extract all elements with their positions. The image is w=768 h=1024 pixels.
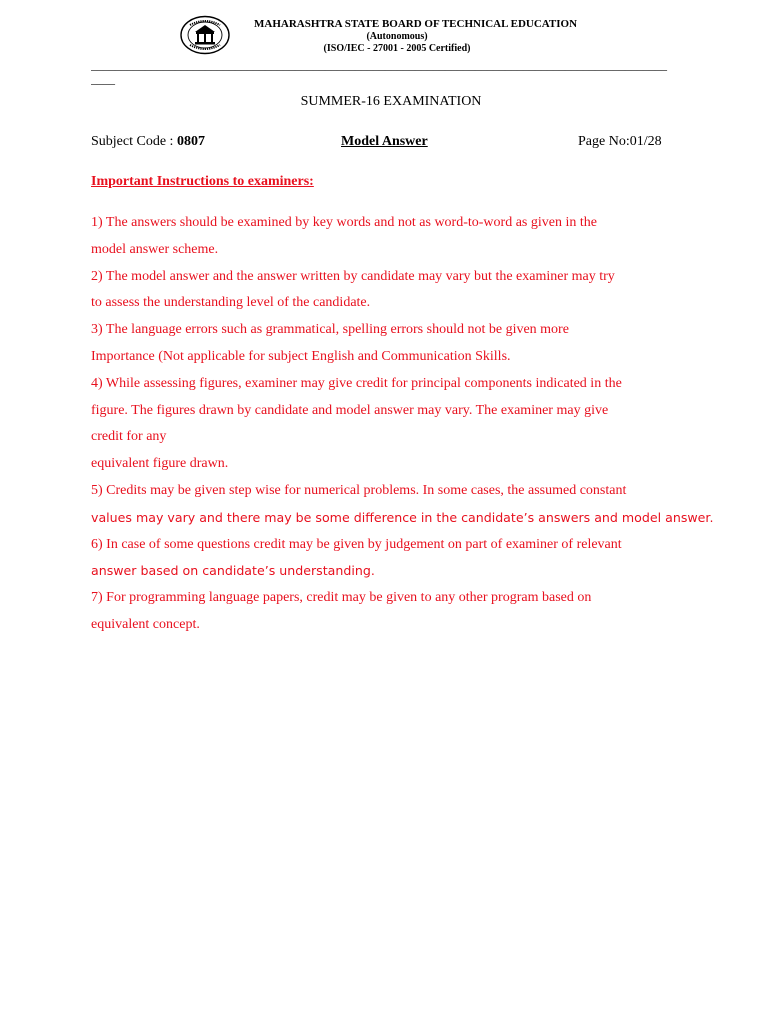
instruction-line: 4) While assessing figures, examiner may give credit for principal components indicated in the: [91, 375, 622, 391]
instruction-line: 6) In case of some questions credit may be given by judgement on part of examiner of relevant: [91, 536, 622, 552]
instruction-line: credit for any: [91, 429, 167, 445]
instruction-line: values may vary and there may be some difference in the candidate’s answers and model answer.: [91, 509, 714, 525]
instruction-line: Importance (Not applicable for subject English and Communication Skills.: [91, 348, 511, 364]
instruction-line: to assess the understanding level of the candidate.: [91, 295, 371, 311]
instruction-line: 2) The model answer and the answer written by candidate may vary but the examiner may try: [91, 268, 615, 284]
subject-code-value: 0807: [176, 134, 205, 149]
instruction-line: 5) Credits may be given step wise for numerical problems. In some cases, the assumed constant: [91, 482, 627, 498]
board-name: MAHARASHTRA STATE BOARD OF TECHNICAL EDUCATION: [254, 18, 578, 30]
instruction-line: 7) For programming language papers, credit may be given to any other program based on: [91, 590, 592, 606]
exam-title: SUMMER-16 EXAMINATION: [300, 94, 482, 109]
subject-code-label: Subject Code :: [91, 134, 177, 149]
instruction-line: figure. The figures drawn by candidate and model answer may vary. The examiner may give: [91, 402, 609, 418]
instruction-line: equivalent concept.: [91, 616, 200, 632]
instructions-heading: Important Instructions to examiners:: [91, 174, 314, 189]
instruction-line: 3) The language errors such as grammatical, spelling errors should not be given more: [91, 322, 569, 338]
subject-code: [91, 133, 205, 151]
msbte-emblem-icon: [179, 15, 231, 55]
header-divider-tail: ____: [91, 72, 115, 86]
instruction-line: equivalent figure drawn.: [91, 456, 229, 472]
board-header: [230, 18, 578, 55]
header-divider: ________________________________________________________________________________________________: [91, 58, 667, 72]
instruction-line: 1) The answers should be examined by key words and not as word-to-word as given in the: [91, 215, 597, 230]
instruction-line: answer based on candidate’s understanding.: [91, 563, 375, 579]
model-answer-label: Model Answer: [341, 134, 428, 149]
instruction-line: model answer scheme.: [91, 241, 219, 257]
page-number: Page No:01/28: [578, 134, 662, 149]
instructions-list: [91, 210, 714, 639]
autonomous-label: (Autonomous): [366, 31, 428, 42]
certification-label: (ISO/IEC - 27001 - 2005 Certified): [323, 43, 471, 54]
